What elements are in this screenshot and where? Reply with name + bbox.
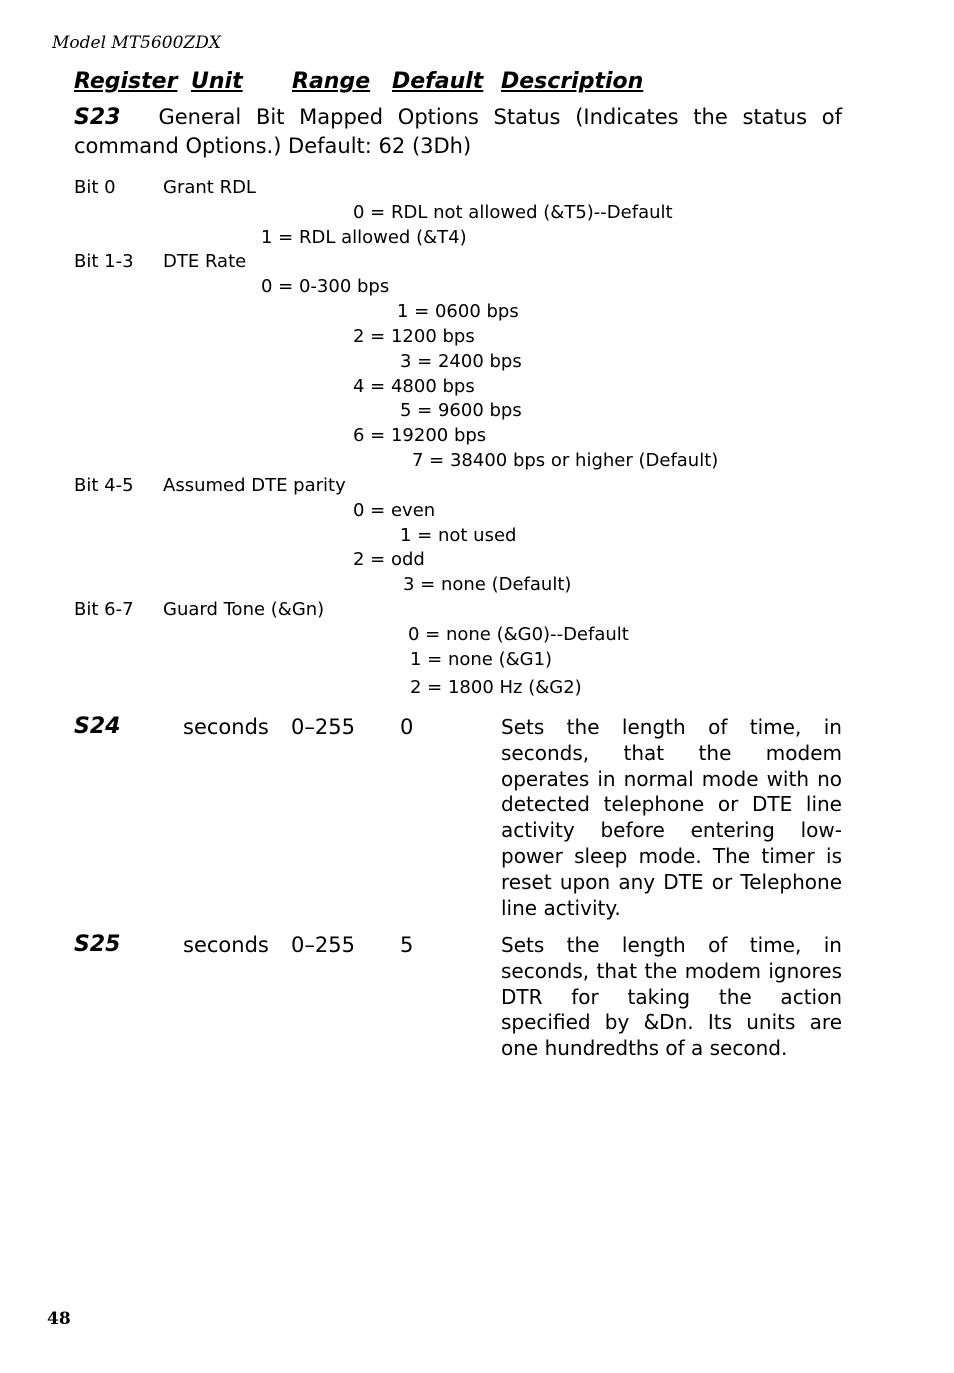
column-header-description: Description: [501, 69, 644, 94]
s23-entry: [74, 103, 842, 160]
bit-name: Assumed DTE parity: [163, 475, 346, 496]
bit-option: 4 = 4800 bps: [353, 376, 475, 397]
s24-register: S24: [74, 714, 121, 739]
bit-label: Bit 0: [74, 177, 116, 198]
column-header-unit: Unit: [191, 69, 243, 94]
s23-description: General Bit Mapped Options Status (Indicates the status of command Options.) Default: 62 (3Dh): [74, 105, 842, 158]
s24-range: 0–255: [291, 715, 355, 739]
bit-option: 1 = not used: [400, 525, 517, 546]
s25-unit: seconds: [183, 933, 269, 957]
bit-label: Bit 1-3: [74, 251, 134, 272]
column-header-register: Register: [74, 69, 178, 94]
s25-range: 0–255: [291, 933, 355, 957]
bit-option: 5 = 9600 bps: [400, 400, 522, 421]
bit-option: 0 = even: [353, 500, 436, 521]
bit-option: 1 = RDL allowed (&T4): [261, 227, 467, 248]
bit-option: 0 = 0-300 bps: [261, 276, 390, 297]
bit-option: 7 = 38400 bps or higher (Default): [412, 450, 719, 471]
bit-option: 0 = none (&G0)--Default: [408, 624, 629, 645]
bit-option: 3 = 2400 bps: [400, 351, 522, 372]
bit-name: DTE Rate: [163, 251, 247, 272]
page-number: 48: [47, 1309, 71, 1329]
s24-default: 0: [400, 715, 414, 739]
bit-label: Bit 4-5: [74, 475, 134, 496]
bit-name: Grant RDL: [163, 177, 256, 198]
bit-option: 1 = 0600 bps: [397, 301, 519, 322]
s24-description: Sets the length of time, in seconds, that the modem operates in normal mode with no detected telephone or DTE line activity before entering low-power sleep mode. The timer is reset upon any DTE or Telephone line activity.: [501, 715, 842, 920]
bit-option: 2 = 1200 bps: [353, 326, 475, 347]
bit-option: 1 = none (&G1): [410, 649, 553, 670]
column-header-default: Default: [392, 69, 484, 94]
column-header-range: Range: [292, 69, 371, 94]
bit-option: 2 = odd: [353, 549, 425, 570]
bit-name: Guard Tone (&Gn): [163, 599, 325, 620]
s25-description: Sets the length of time, in seconds, that the modem ignores DTR for taking the action specified by &Dn. Its units are one hundredths of a second.: [501, 933, 842, 1061]
bit-option: 2 = 1800 Hz (&G2): [410, 677, 582, 698]
s25-register: S25: [74, 932, 121, 957]
running-header: Model MT5600ZDX: [52, 33, 221, 53]
bit-option: 3 = none (Default): [403, 574, 572, 595]
bit-option: 6 = 19200 bps: [353, 425, 487, 446]
s25-default: 5: [400, 933, 414, 957]
s24-unit: seconds: [183, 715, 269, 739]
s23-register: S23: [74, 105, 121, 130]
bit-option: 0 = RDL not allowed (&T5)--Default: [353, 202, 673, 223]
bit-label: Bit 6-7: [74, 599, 134, 620]
